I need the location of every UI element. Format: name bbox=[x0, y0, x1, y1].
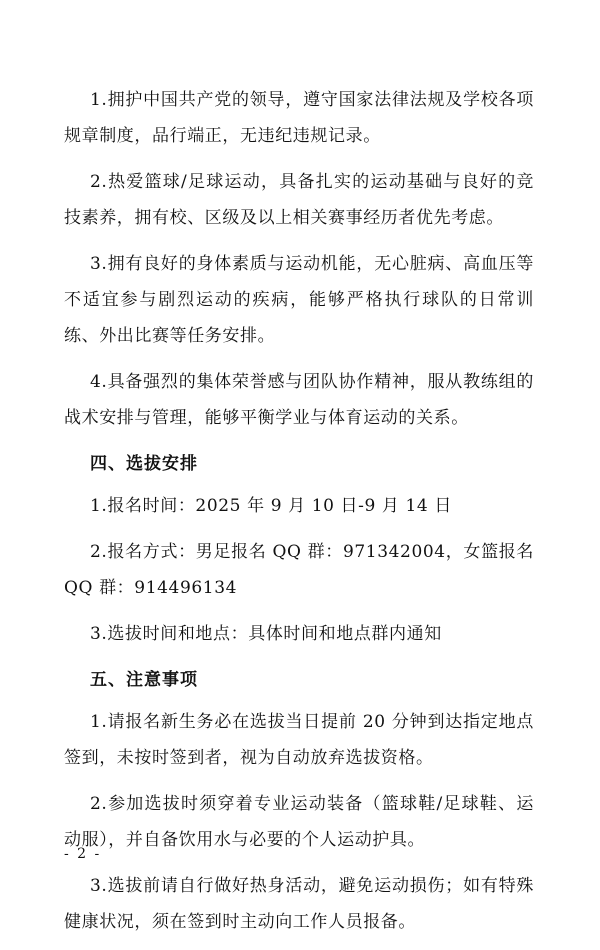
page-number: - 2 - bbox=[64, 846, 102, 862]
selection-item: 2.报名方式：男足报名 QQ 群：971342004，女篮报名 QQ 群：914496134 bbox=[64, 542, 534, 598]
requirement-item: 1.拥护中国共产党的领导，遵守国家法律法规及学校各项规章制度，品行端正，无违纪违规记录。 bbox=[64, 90, 534, 146]
requirement-item: 3.拥有良好的身体素质与运动机能，无心脏病、高血压等不适宜参与剧烈运动的疾病，能够严格执行球队的日常训练、外出比赛等任务安排。 bbox=[64, 254, 534, 346]
note-item: 3.选拔前请自行做好热身活动，避免运动损伤；如有特殊健康状况，须在签到时主动向工作人员报备。 bbox=[64, 876, 534, 932]
section-heading-notes: 五、注意事项 bbox=[90, 670, 198, 690]
selection-item: 1.报名时间：2025 年 9 月 10 日-9 月 14 日 bbox=[90, 496, 452, 516]
selection-item: 3.选拔时间和地点：具体时间和地点群内通知 bbox=[90, 624, 442, 644]
note-item: 2.参加选拔时须穿着专业运动装备（篮球鞋/足球鞋、运动服），并自备饮用水与必要的个人运动护具。 bbox=[64, 794, 534, 850]
document-body bbox=[64, 82, 534, 950]
requirement-item: 4.具备强烈的集体荣誉感与团队协作精神，服从教练组的战术安排与管理，能够平衡学业与体育运动的关系。 bbox=[64, 372, 534, 428]
section-heading-selection-arrangement: 四、选拔安排 bbox=[90, 454, 198, 474]
requirement-item: 2.热爱篮球/足球运动，具备扎实的运动基础与良好的竞技素养，拥有校、区级及以上相关赛事经历者优先考虑。 bbox=[64, 172, 534, 228]
note-item: 1.请报名新生务必在选拔当日提前 20 分钟到达指定地点签到，未按时签到者，视为自动放弃选拔资格。 bbox=[64, 712, 534, 768]
